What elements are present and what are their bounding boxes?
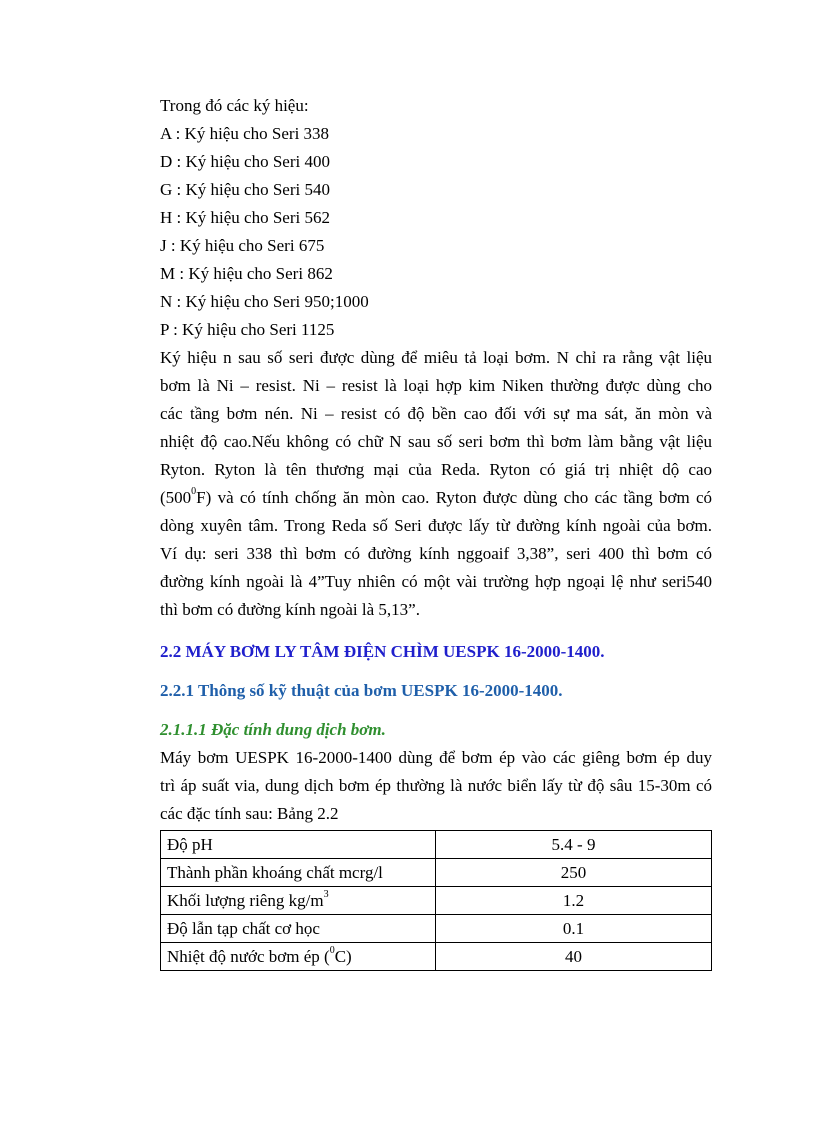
table-cell-value: 5.4 - 9 [436,831,712,859]
degree-superscript: 0 [191,486,197,498]
table-cell-value: 0.1 [436,915,712,943]
symbol-item: N : Ký hiệu cho Seri 950;1000 [160,292,369,311]
paragraph-line: đường kính ngoài là 4”Tuy nhiên có một vài trường hợp ngoại lệ như seri540 [160,572,712,591]
temp-prefix: (500 [160,488,192,507]
section-heading-2-2: 2.2 MÁY BƠM LY TÂM ĐIỆN CHÌM UESPK 16-2000-1400. [160,642,605,661]
table-cell-label: Độ lẫn tạp chất cơ học [161,915,436,943]
paragraph-line: trì áp suất via, dung dịch bơm ép thường là nước biển lấy từ độ sâu 15-30m có [160,776,712,795]
symbol-item: D : Ký hiệu cho Seri 400 [160,152,330,171]
paragraph-line: bơm là Ni – resist. Ni – resist là loại hợp kim Niken thường được dùng cho [160,376,712,395]
degree-superscript: 0 [329,944,335,956]
table-cell-label [161,943,436,971]
paragraph-line: các đặc tính sau: Bảng 2.2 [160,804,339,823]
unit-superscript: 3 [323,888,329,900]
paragraph-line: dòng xuyên tâm. Trong Reda số Seri được lấy từ đường kính ngoài của bơm. [160,516,712,535]
document-page [160,92,712,971]
table-row [161,859,712,887]
paragraph-line: Máy bơm UESPK 16-2000-1400 dùng để bơm ép vào các giêng bơm ép duy [160,748,712,767]
paragraph-line: Ký hiệu n sau số seri được dùng để miêu tả loại bơm. N chỉ ra rằng vật liệu [160,348,712,367]
label-text-suffix: C) [334,946,352,966]
table-row [161,887,712,915]
table-row [161,831,712,859]
table-cell-value: 40 [436,943,712,971]
table-cell-value: 250 [436,859,712,887]
fluid-properties-table [160,830,712,971]
paragraph-line: nhiệt độ cao.Nếu không có chữ N sau số seri bơm thì bơm làm bằng vật liệu [160,432,712,451]
paragraph-line: Ryton. Ryton là tên thương mại của Reda. Ryton có giá trị nhiệt dộ cao [160,460,712,479]
table-row [161,915,712,943]
intro-text: Trong đó các ký hiệu: [160,96,309,115]
section-heading-2-2-1: 2.2.1 Thông số kỹ thuật của bơm UESPK 16-2000-1400. [160,681,563,700]
paragraph-line: các tầng bơm nén. Ni – resist có độ bền cao đối với sự ma sát, ăn mòn và [160,404,712,423]
label-text: Nhiệt độ nước bơm ép ( [167,946,330,966]
symbol-item: A : Ký hiệu cho Seri 338 [160,124,330,143]
symbol-item: P : Ký hiệu cho Seri 1125 [160,320,335,339]
table-cell-label: Thành phần khoáng chất mcrg/l [161,859,436,887]
table-row [161,943,712,971]
symbol-item: M : Ký hiệu cho Seri 862 [160,264,333,283]
symbol-list [160,120,712,344]
symbol-item: G : Ký hiệu cho Seri 540 [160,180,330,199]
paragraph-line: Ví dụ: seri 338 thì bơm có đường kính nggoaif 3,38”, seri 400 thì bơm có [160,544,712,563]
description-paragraph [160,344,712,624]
table-cell-value: 1.2 [436,887,712,915]
table-cell-label: Độ pH [161,831,436,859]
symbol-item: J : Ký hiệu cho Seri 675 [160,236,325,255]
paragraph-line: thì bơm có đường kính ngoài là 5,13”. [160,600,420,619]
paragraph-line [160,484,712,512]
label-text: Khối lượng riêng kg/m [167,890,324,910]
pump-description-paragraph [160,744,712,828]
table-cell-label [161,887,436,915]
symbol-item: H : Ký hiệu cho Seri 562 [160,208,330,227]
temp-suffix: F) và có tính chống ăn mòn cao. Ryton được dùng cho các tầng bơm có [196,488,712,507]
section-heading-2-1-1-1: 2.1.1.1 Đặc tính dung dịch bơm. [160,720,386,739]
